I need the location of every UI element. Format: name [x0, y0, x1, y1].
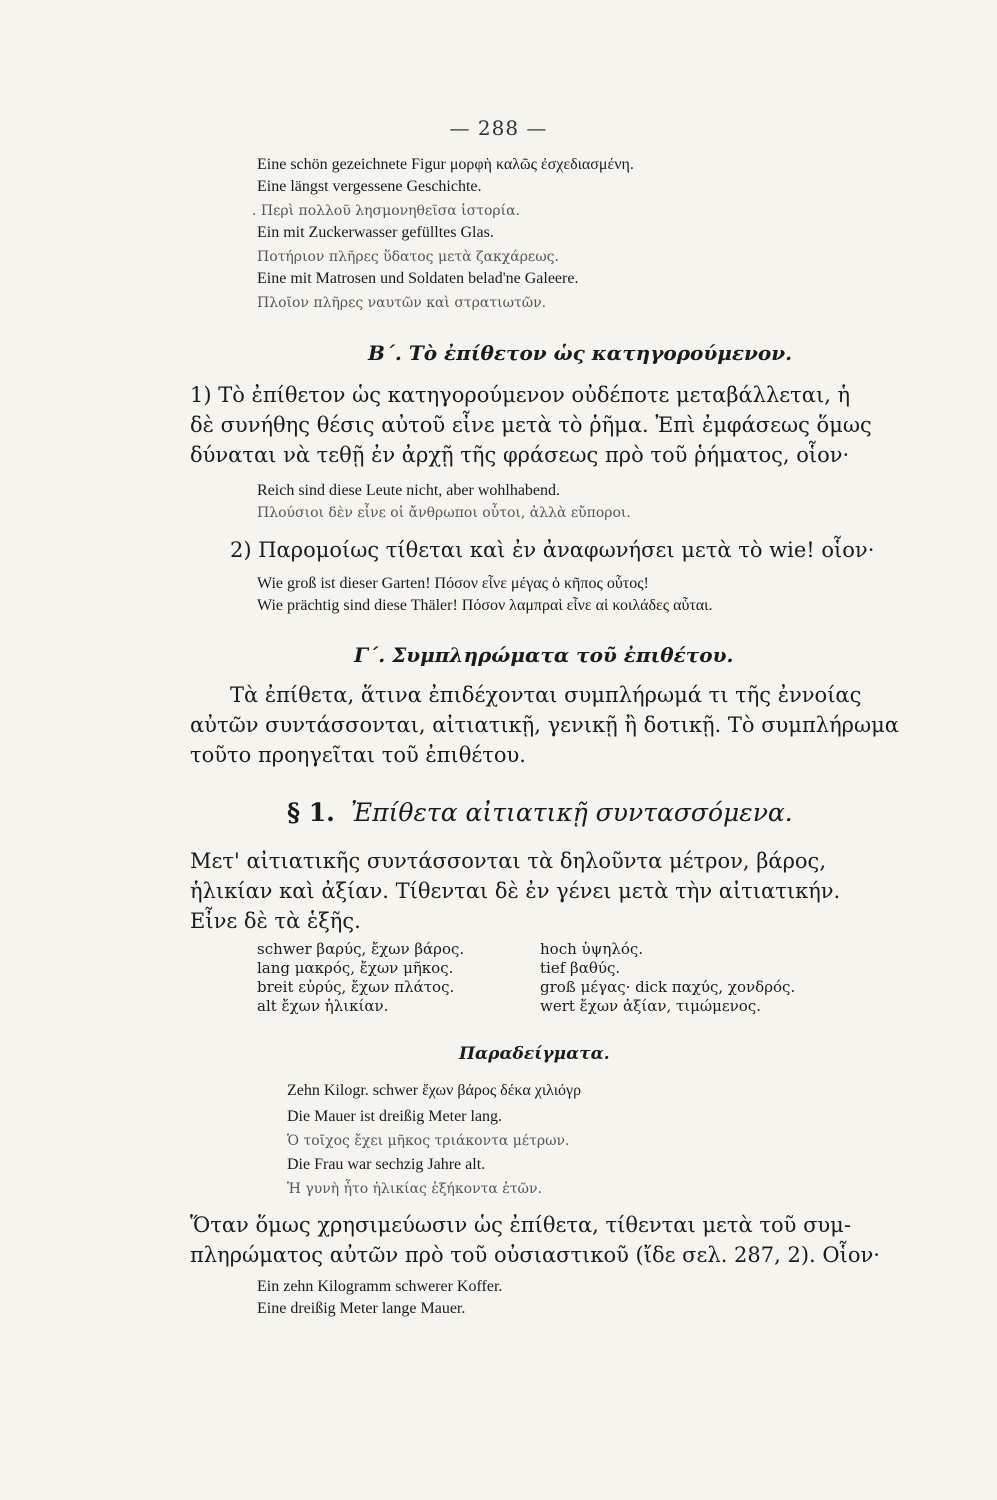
- example-line: Ein mit Zuckerwasser gefülltes Glas.: [257, 224, 494, 241]
- paragraph-line: Μετ' αἰτιατικῆς συντάσσονται τὰ δηλοῦντα μέτρον, βάρος,: [190, 849, 826, 873]
- word-entry: alt ἔχων ἡλικίαν.: [257, 997, 389, 1015]
- paragraph-line: δὲ συνήθης θέσις αὐτοῦ εἶνε μετὰ τὸ ῥῆμα. Ἐπὶ ἐμφάσεως ὅμως: [190, 413, 872, 437]
- example-line: Ὁ τοῖχος ἔχει μῆκος τριάκοντα μέτρων.: [287, 1133, 570, 1149]
- paragraph-line: αὐτῶν συντάσσονται, αἰτιατικῇ, γενικῇ ἢ δοτικῇ. Τὸ συμπλήρωμα: [190, 713, 899, 737]
- example-line: Die Frau war sechzig Jahre alt.: [287, 1156, 486, 1173]
- example-line: Πλούσιοι δὲν εἶνε οἱ ἄνθρωποι οὗτοι, ἀλλὰ εὔποροι.: [257, 505, 631, 521]
- page-number: — 288 —: [449, 116, 548, 140]
- example-line: Πλοῖον πλῆρες ναυτῶν καὶ στρατιωτῶν.: [257, 295, 547, 311]
- example-line: Eine dreißig Meter lange Mauer.: [257, 1300, 466, 1317]
- paragraph-line: Τὰ ἐπίθετα, ἅτινα ἐπιδέχονται συμπλήρωμά τι τῆς ἐννοίας: [230, 683, 862, 707]
- word-list-right: [540, 940, 795, 1016]
- example-line: Ἡ γυνὴ ἦτο ἡλικίας ἑξήκοντα ἐτῶν.: [287, 1181, 542, 1197]
- example-line: Eine schön gezeichnete Figur μορφὴ καλῶς ἐσχεδιασμένη.: [257, 156, 634, 173]
- word-entry: hoch ὑψηλός.: [540, 940, 644, 958]
- paragraph-line: ἡλικίαν καὶ ἀξίαν. Τίθενται δὲ ἐν γένει μετὰ τὴν αἰτιατικήν.: [190, 879, 841, 903]
- example-line: Eine mit Matrosen und Soldaten belad'ne Galeere.: [257, 270, 579, 287]
- paragraph-line: δύναται νὰ τεθῇ ἐν ἀρχῇ τῆς φράσεως πρὸ τοῦ ῥήματος, οἷον·: [190, 443, 850, 467]
- paragraph-line: 2) Παρομοίως τίθεται καὶ ἐν ἀναφωνήσει μετὰ τὸ wie! οἷον·: [230, 538, 875, 562]
- paragraph-line: Ὅταν ὅμως χρησιμεύωσιν ὡς ἐπίθετα, τίθενται μετὰ τοῦ συμ-: [190, 1213, 851, 1237]
- paragraph-5: [190, 1210, 880, 1270]
- example-line: Die Mauer ist dreißig Meter lang.: [287, 1108, 503, 1125]
- paragraph-line: πληρώματος αὐτῶν πρὸ τοῦ οὐσιαστικοῦ (ἴδε σελ. 287, 2). Οἷον·: [190, 1243, 880, 1267]
- word-entry: breit εὐρύς, ἔχων πλάτος.: [257, 978, 455, 996]
- example-line: Ein zehn Kilogramm schwerer Koffer.: [257, 1278, 503, 1295]
- word-entry: groß μέγας· dick παχύς, χονδρός.: [540, 978, 796, 996]
- example-line: Wie groß ist dieser Garten! Πόσον εἶνε μέγας ὁ κῆπος οὗτος!: [257, 575, 649, 592]
- example-line: . Περὶ πολλοῦ λησμονηθεῖσα ἱστορία.: [252, 203, 521, 219]
- paragraph-line: τοῦτο προηγεῖται τοῦ ἐπιθέτου.: [190, 743, 526, 767]
- word-entry: lang μακρός, ἔχων μῆκος.: [257, 959, 454, 977]
- section-heading-c: Γ΄. Συμπληρώματα τοῦ ἐπιθέτου.: [354, 643, 734, 667]
- paragraph-2: [230, 535, 920, 565]
- word-entry: tief βαθύς.: [540, 959, 621, 977]
- paragraph-1: [190, 380, 880, 470]
- example-line: Zehn Kilogr. schwer ἔχων βάρος δέκα χιλιόγρ: [287, 1082, 582, 1099]
- word-entry: schwer βαρύς, ἔχων βάρος.: [257, 940, 465, 958]
- subsection-heading: [287, 798, 793, 827]
- example-line: Ποτήριον πλῆρες ὕδατος μετὰ ζακχάρεως.: [257, 249, 559, 265]
- example-line: Eine längst vergessene Geschichte.: [257, 178, 482, 195]
- section-title: Ἐπίθετα αἰτιατικῇ συντασσόμενα.: [350, 798, 793, 827]
- word-entry: wert ἔχων ἀξίαν, τιμώμενος.: [540, 997, 761, 1015]
- section-mark: § 1.: [287, 798, 335, 827]
- examples-heading: Παραδείγματα.: [459, 1044, 610, 1064]
- paragraph-4: [190, 846, 880, 936]
- example-line: Reich sind diese Leute nicht, aber wohlhabend.: [257, 482, 561, 499]
- word-list-left: [257, 940, 464, 1016]
- example-line: Wie prächtig sind diese Thäler! Πόσον λαμπραὶ εἶνε αἱ κοιλάδες αὗται.: [257, 597, 713, 614]
- section-heading-b: Β΄. Τὸ ἐπίθετον ὡς κατηγορούμενον.: [368, 341, 793, 365]
- paragraph-3: [190, 680, 899, 770]
- paragraph-line: Εἶνε δὲ τὰ ἑξῆς.: [190, 909, 361, 933]
- paragraph-line: 1) Τὸ ἐπίθετον ὡς κατηγορούμενον οὐδέποτε μεταβάλλεται, ἡ: [190, 383, 851, 407]
